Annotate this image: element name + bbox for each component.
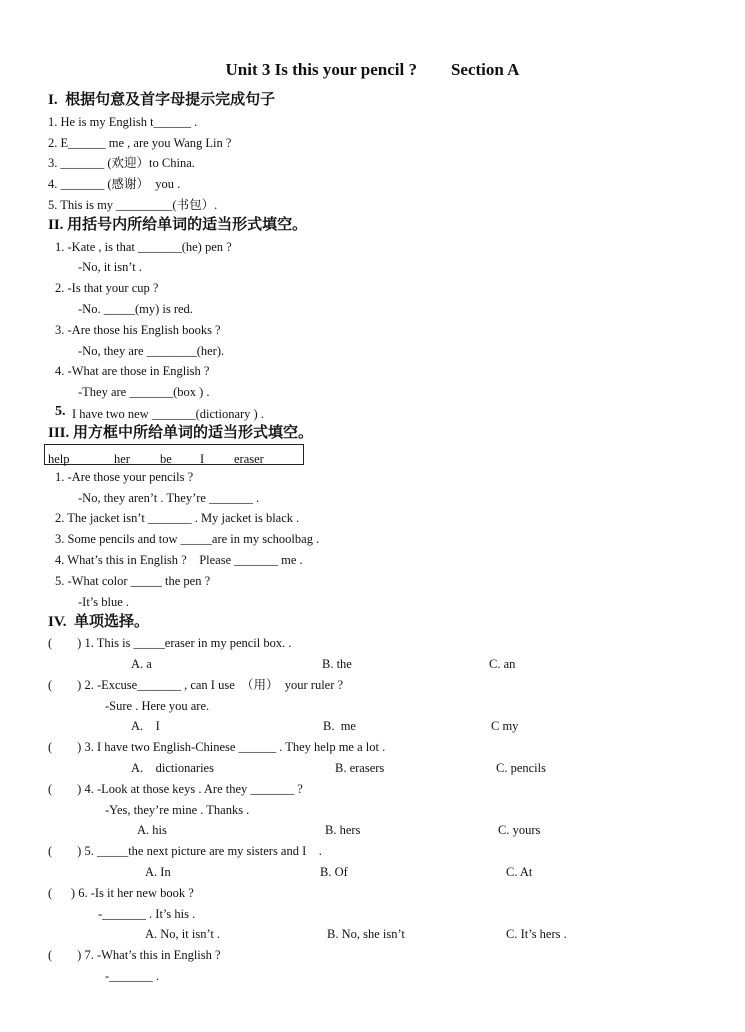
s1-item-2: 2. E______ me , are you Wang Lin ? bbox=[48, 136, 232, 150]
mc-q1-option-b: B. the bbox=[322, 657, 352, 671]
mc-q2-option-b: B. me bbox=[323, 719, 356, 733]
mc-q2-option-a: A. I bbox=[131, 719, 160, 733]
mc-question-5: ( ) 5. _____the next picture are my sisters and I . bbox=[48, 844, 322, 858]
word-box-item: eraser bbox=[234, 452, 264, 466]
s1-item-1: 1. He is my English t______ . bbox=[48, 115, 198, 129]
s3-item-1-answer: -No, they aren’t . They’re _______ . bbox=[78, 491, 260, 505]
mc-q4-option-a: A. his bbox=[137, 823, 167, 837]
s1-item-5: 5. This is my _________(书包）. bbox=[48, 198, 218, 212]
mc-q6-option-c: C. It’s hers . bbox=[506, 927, 567, 941]
mc-q6-option-b: B. No, she isn’t bbox=[327, 927, 405, 941]
s3-item-2: 2. The jacket isn’t _______ . My jacket is black . bbox=[55, 511, 300, 525]
mc-q5-option-c: C. At bbox=[506, 865, 533, 879]
mc-q4-option-c: C. yours bbox=[498, 823, 541, 837]
mc-q5-option-a: A. In bbox=[145, 865, 171, 879]
mc-q4-reply: -Yes, they’re mine . Thanks . bbox=[105, 803, 250, 817]
mc-question-7: ( ) 7. -What’s this in English ? bbox=[48, 948, 221, 962]
word-box-item: I bbox=[200, 452, 205, 466]
mc-q5-option-b: B. Of bbox=[320, 865, 348, 879]
s3-item-4: 4. What’s this in English ? Please _______ me . bbox=[55, 553, 303, 567]
mc-q3-option-c: C. pencils bbox=[496, 761, 546, 775]
s2-item-1: 1. -Kate , is that _______(he) pen ? bbox=[55, 240, 232, 254]
s2-item-2-answer: -No. _____(my) is red. bbox=[78, 302, 193, 316]
mc-question-6: ( ) 6. -Is it her new book ? bbox=[48, 886, 194, 900]
mc-q6-option-a: A. No, it isn’t . bbox=[145, 927, 221, 941]
s2-item-3: 3. -Are those his English books ? bbox=[55, 323, 221, 337]
s1-item-3: 3. _______ (欢迎）to China. bbox=[48, 156, 195, 170]
mc-q1-option-c: C. an bbox=[489, 657, 516, 671]
word-box-item: her bbox=[114, 452, 130, 466]
s2-item-5: I have two new _______(dictionary ) . bbox=[72, 407, 264, 421]
mc-q2-reply: -Sure . Here you are. bbox=[105, 699, 210, 713]
s2-item-4: 4. -What are those in English ? bbox=[55, 364, 210, 378]
s3-item-1: 1. -Are those your pencils ? bbox=[55, 470, 194, 484]
s2-item-1-answer: -No, it isn’t . bbox=[78, 260, 143, 274]
mc-q1-option-a: A. a bbox=[131, 657, 152, 671]
section-4-heading: IV. 单项选择。 bbox=[48, 614, 149, 630]
mc-q2-option-c: C my bbox=[491, 719, 519, 733]
section-1-heading: I. 根据句意及首字母提示完成句子 bbox=[48, 92, 276, 108]
s3-item-3: 3. Some pencils and tow _____are in my schoolbag . bbox=[55, 532, 320, 546]
mc-q7-reply: -_______ . bbox=[105, 969, 160, 983]
mc-question-4: ( ) 4. -Look at those keys . Are they _______ ? bbox=[48, 782, 303, 796]
mc-q4-option-b: B. hers bbox=[325, 823, 361, 837]
mc-question-2: ( ) 2. -Excuse_______ , can I use （用） your ruler ? bbox=[48, 678, 344, 692]
s3-item-5-answer: -It’s blue . bbox=[78, 595, 130, 609]
section-3-heading: III. 用方框中所给单词的适当形式填空。 bbox=[48, 425, 314, 441]
mc-q3-option-a: A. dictionaries bbox=[131, 761, 214, 775]
section-2-heading: II. 用括号内所给单词的适当形式填空。 bbox=[48, 217, 308, 233]
word-box-item: be bbox=[160, 452, 172, 466]
s2-item-4-answer: -They are _______(box ) . bbox=[78, 385, 210, 399]
mc-q3-option-b: B. erasers bbox=[335, 761, 385, 775]
s2-item-5-number: 5. bbox=[55, 404, 66, 419]
word-box bbox=[44, 444, 304, 465]
mc-question-3: ( ) 3. I have two English-Chinese ______ . They help me a lot . bbox=[48, 740, 386, 754]
s2-item-2: 2. -Is that your cup ? bbox=[55, 281, 159, 295]
mc-question-1: ( ) 1. This is _____eraser in my pencil box. . bbox=[48, 636, 292, 650]
s1-item-4: 4. _______ (感谢） you . bbox=[48, 177, 181, 191]
s3-item-5: 5. -What color _____ the pen ? bbox=[55, 574, 211, 588]
page-title: Unit 3 Is this your pencil ? Section A bbox=[225, 60, 520, 79]
word-box-item: help bbox=[48, 452, 70, 466]
mc-q6-reply: -_______ . It’s his . bbox=[98, 907, 196, 921]
s2-item-3-answer: -No, they are ________(her). bbox=[78, 344, 225, 358]
